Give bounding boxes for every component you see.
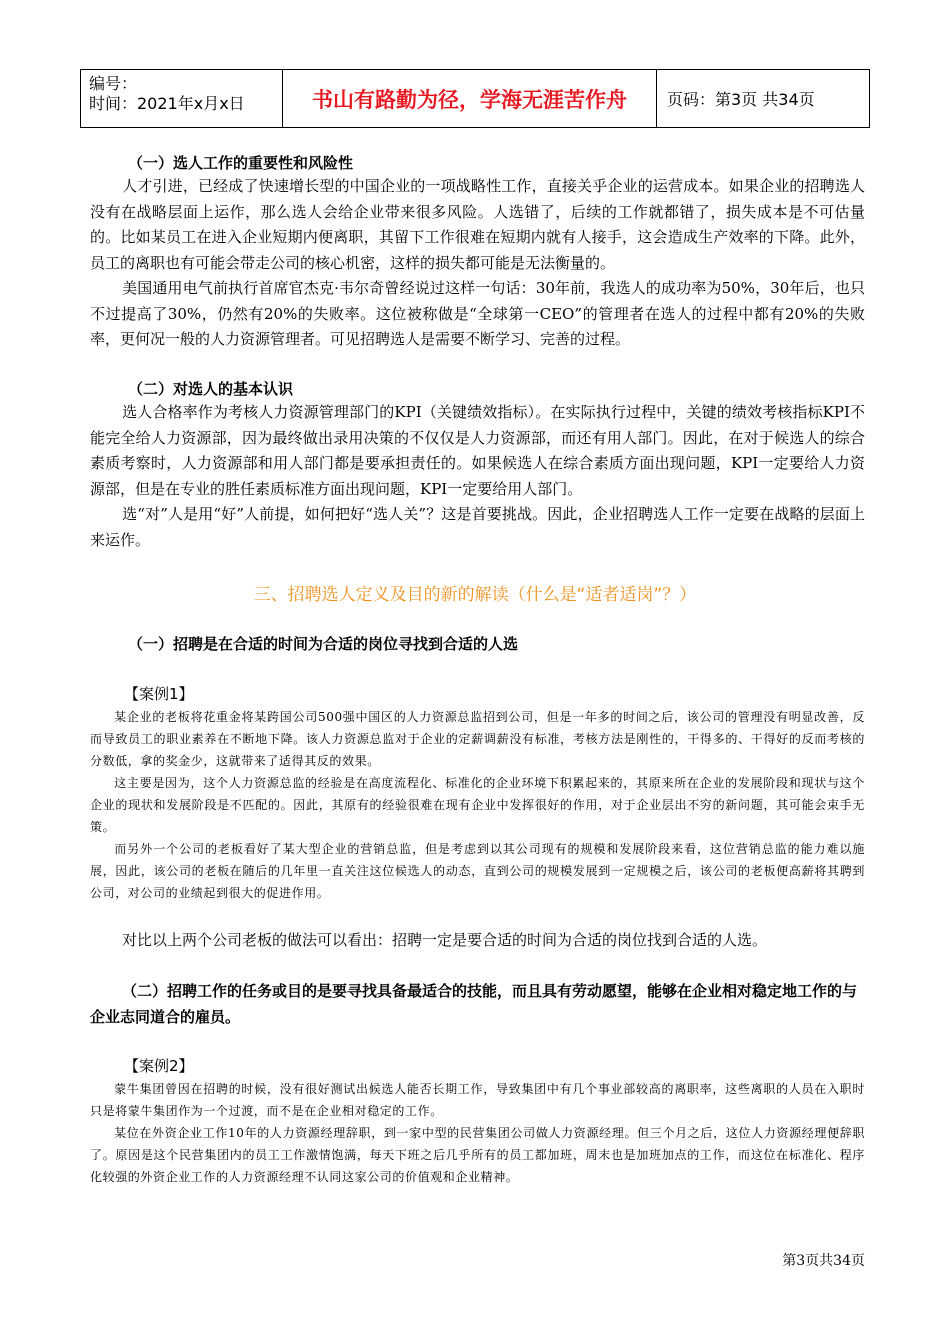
motto: 书山有路勤为径，学海无涯苦作舟 <box>283 70 657 127</box>
section-2-paragraph-2: 选“对”人是用“好”人前提，如何把好“选人关”？这是首要挑战。因此，企业招聘选人工作一定要在战略的层面上来运作。 <box>90 505 865 549</box>
case-1-paragraph-1: 某企业的老板将花重金将某跨国公司500强中国区的人力资源总监招到公司，但是一年多的时间之后，该公司的管理没有明显改善，反而导致员工的职业素养在不断地下降。该人力资源总监对于企业的定薪调薪没有标准，考核方法是刚性的，干得多的、干得好的反而考核的分数低，拿的奖金少，这就带来了适得其反的效果。 <box>90 710 865 768</box>
case-1-paragraph-2: 这主要是因为，这个人力资源总监的经验是在高度流程化、标准化的企业环境下积累起来的，其原来所在企业的发展阶段和现状与这个企业的现状和发展阶段是不匹配的。因此，其原有的经验很难在现有企业中发挥很好的作用，对于企业层出不穷的新问题，其可能会束手无策。 <box>90 776 865 834</box>
case-2-paragraph-2: 某位在外资企业工作10年的人力资源经理辞职，到一家中型的民营集团公司做人力资源经理。但三个月之后，这位人力资源经理便辞职了。原因是这个民营集团内的员工工作激情饱满，每天下班之后几乎所有的员工都加班，周末也是加班加点的工作，而这位在标准化、程序化较强的外资企业工作的人力资源经理不认同这家公司的价值观和企业精神。 <box>90 1126 865 1184</box>
number-label: 编号： <box>89 74 138 93</box>
conclusion-text: 对比以上两个公司老板的做法可以看出：招聘一定是要合适的时间为合适的岗位找到合适的人选。 <box>122 931 768 949</box>
header-table <box>80 69 870 128</box>
case-1-paragraph-3: 而另外一个公司的老板看好了某大型企业的营销总监，但是考虑到以其公司现有的规模和发展阶段来看，这位营销总监的能力难以施展，因此，该公司的老板在随后的几年里一直关注这位候选人的动态，直到公司的规模发展到一定规模之后，该公司的老板便高薪将其聘到公司，对公司的业绩起到很大的促进作用。 <box>90 842 865 900</box>
case-2-paragraph-1: 蒙牛集团曾因在招聘的时候，没有很好测试出候选人能否长期工作，导致集团中有几个事业部较高的离职率，这些离职的人员在入职时只是将蒙牛集团作为一个过渡，而不是在企业相对稳定的工作。 <box>90 1082 865 1118</box>
section-3b-heading: （二）招聘工作的任务或目的是要寻找具备最适合的技能，而且具有劳动愿望，能够在企业相对稳定地工作的与企业志同道合的雇员。 <box>90 982 858 1026</box>
section-2-heading: （二）对选人的基本认识 <box>128 380 294 398</box>
section-3-heading: 三、招聘选人定义及目的新的解读（什么是“适者适岗”？） <box>253 585 697 605</box>
date-label: 时间：2021年x月x日 <box>89 94 245 113</box>
page-footer: 第3页共34页 <box>782 1253 865 1269</box>
section-2-paragraph-1: 选人合格率作为考核人力资源管理部门的KPI（关键绩效指标）。在实际执行过程中，关键的绩效考核指标KPI不能完全给人力资源部，因为最终做出录用决策的不仅仅是人力资源部，而还有用人部门。因此，在对于候选人的综合素质考察时，人力资源部和用人部门都是要承担责任的。如果候选人在综合素质方面出现问题，KPI一定要给人力资源部，但是在专业的胜任素质标准方面出现问题，KPI一定要给用人部门。 <box>90 403 865 498</box>
page-label: 页码：第3页 共34页 <box>667 90 815 109</box>
section-1-heading: （一）选人工作的重要性和风险性 <box>128 154 354 172</box>
header-meta <box>81 70 283 127</box>
section-1-paragraph-2: 美国通用电气前执行首席官杰克·韦尔奇曾经说过这样一句话：30年前，我选人的成功率为50%，30年后，也只不过提高了30%，仍然有20%的失败率。这位被称做是“全球第一CEO”的管理者在选人的过程中都有20%的失败率，更何况一般的人力资源管理者。可见招聘选人是需要不断学习、完善的过程。 <box>90 279 865 348</box>
case-2-title: 【案例2】 <box>124 1057 194 1075</box>
section-1-paragraph-1: 人才引进，已经成了快速增长型的中国企业的一项战略性工作，直接关乎企业的运营成本。如果企业的招聘选人没有在战略层面上运作，那么选人会给企业带来很多风险。人选错了，后续的工作就都错了，损失成本是不可估量的。比如某员工在进入企业短期内便离职，其留下工作很难在短期内就有人接手，这会造成生产效率的下降。此外，员工的离职也有可能会带走公司的核心机密，这样的损失都可能是无法衡量的。 <box>90 177 865 272</box>
case-1-title: 【案例1】 <box>124 685 194 703</box>
section-3a-heading: （一）招聘是在合适的时间为合适的岗位寻找到合适的人选 <box>128 635 519 653</box>
